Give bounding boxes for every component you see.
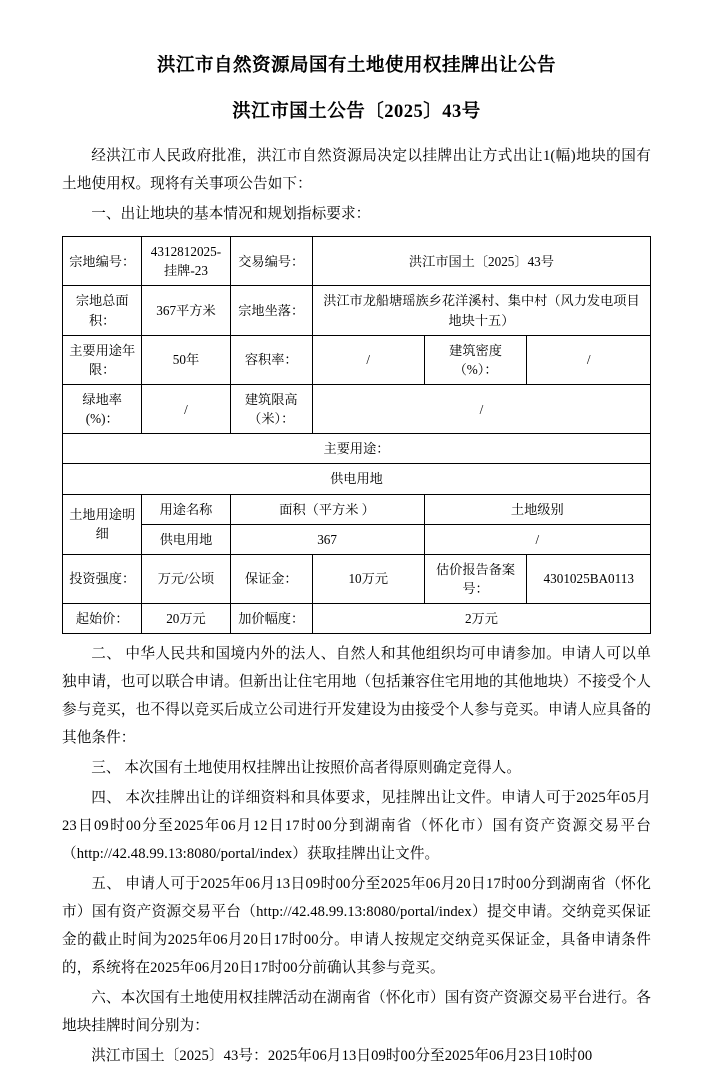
cell-label-investment-intensity: 投资强度：	[63, 554, 142, 603]
cell-value-height-limit: /	[312, 384, 650, 433]
table-row	[63, 384, 651, 433]
cell-value-plot-ratio: /	[312, 335, 424, 384]
table-row	[63, 464, 651, 494]
cell-value-start-price: 20万元	[142, 604, 230, 634]
paragraph-intro: 经洪江市人民政府批准，洪江市自然资源局决定以挂牌出让方式出让1(幅)地块的国有土地使用权。现将有关事项公告如下：	[62, 148, 651, 193]
cell-header-use-area: 面积（平方米 ）	[230, 494, 424, 524]
cell-label-trade-number: 交易编号：	[230, 237, 312, 286]
cell-value-land-grade: /	[424, 524, 650, 554]
cell-value-green-ratio: /	[142, 384, 230, 433]
table-row	[63, 604, 651, 634]
cell-value-bid-increment: 2万元	[312, 604, 650, 634]
cell-label-deposit: 保证金：	[230, 554, 312, 603]
table-row	[63, 494, 651, 524]
paragraph-three: 三、 本次国有土地使用权挂牌出让按照价高者得原则确定竞得人。	[91, 760, 522, 777]
cell-label-appraisal-number: 估价报告备案号：	[424, 554, 527, 603]
table-row	[63, 237, 651, 286]
page-title: 洪江市自然资源局国有土地使用权挂牌出让公告	[156, 56, 556, 76]
paragraph-five: 五、 申请人可于2025年06月13日09时00分至2025年06月20日17时00分到湖南省（怀化市）国有资产资源交易平台（http://42.48.99.13:8080/portal/index）提交申请。交纳竞买保证金的截止时间为2025年06月20日17时00分。申请人按规定交纳竞买保证金，具备申请条件的，系统将在2025年06月20日17时00分前确认其参与竞买。	[62, 876, 651, 977]
paragraph-two: 二、 中华人民共和国境内外的法人、自然人和其他组织均可申请参加。申请人可以单独申请，也可以联合申请。但新出让住宅用地（包括兼容住宅用地的其他地块）不接受个人参与竞买，也不得以竞买后成立公司进行开发建设为由接受个人参与竞买。申请人应具备的其他条件：	[62, 646, 651, 747]
cell-label-bid-increment: 加价幅度：	[230, 604, 312, 634]
table-row	[63, 335, 651, 384]
page-subtitle: 洪江市国土公告〔2025〕43号	[232, 102, 481, 123]
cell-value-total-area: 367平方米	[142, 286, 230, 335]
table-row	[63, 524, 651, 554]
cell-value-use-name: 供电用地	[142, 524, 230, 554]
cell-label-start-price: 起始价：	[63, 604, 142, 634]
paragraph-six: 六、本次国有土地使用权挂牌活动在湖南省（怀化市）国有资产资源交易平台进行。各地块挂牌时间分别为：	[62, 990, 651, 1035]
paragraph-four: 四、 本次挂牌出让的详细资料和具体要求，见挂牌出让文件。申请人可于2025年05月23日09时00分至2025年06月12日17时00分到湖南省（怀化市）国有资产资源交易平台（http://42.48.99.13:8080/portal/index）获取挂牌出让文件。	[62, 790, 651, 863]
cell-header-land-grade: 土地级别	[424, 494, 650, 524]
cell-header-use-name: 用途名称	[142, 494, 230, 524]
cell-value-use-term: 50年	[142, 335, 230, 384]
cell-label-use-term: 主要用途年限：	[63, 335, 142, 384]
cell-value-investment-intensity: 万元/公顷	[142, 554, 230, 603]
cell-value-use-area: 367	[230, 524, 424, 554]
cell-label-green-ratio: 绿地率(%)：	[63, 384, 142, 433]
cell-value-parcel-number: 4312812025-挂牌-23	[142, 237, 230, 286]
table-row	[63, 286, 651, 335]
cell-value-main-use: 供电用地	[63, 464, 651, 494]
land-parcel-table	[62, 236, 651, 634]
cell-value-deposit: 10万元	[312, 554, 424, 603]
cell-label-height-limit: 建筑限高（米）：	[230, 384, 312, 433]
table-row	[63, 554, 651, 603]
cell-value-trade-number: 洪江市国土〔2025〕43号	[312, 237, 650, 286]
cell-label-main-use: 主要用途：	[63, 434, 651, 464]
cell-value-appraisal-number: 4301025BA0113	[527, 554, 651, 603]
cell-label-location: 宗地坐落：	[230, 286, 312, 335]
paragraph-seven: 洪江市国土〔2025〕43号：2025年06月13日09时00分至2025年06月23日10时00	[91, 1048, 593, 1065]
cell-label-building-density: 建筑密度（%）：	[424, 335, 527, 384]
table-row	[63, 434, 651, 464]
cell-value-location: 洪江市龙船塘瑶族乡花洋溪村、集中村（风力发电项目地块十五）	[312, 286, 650, 335]
cell-label-total-area: 宗地总面积：	[63, 286, 142, 335]
cell-label-parcel-number: 宗地编号：	[63, 237, 142, 286]
cell-value-building-density: /	[527, 335, 651, 384]
cell-label-use-detail: 土地用途明细	[63, 494, 142, 554]
cell-label-plot-ratio: 容积率：	[230, 335, 312, 384]
paragraph-one: 一、出让地块的基本情况和规划指标要求：	[91, 206, 371, 223]
